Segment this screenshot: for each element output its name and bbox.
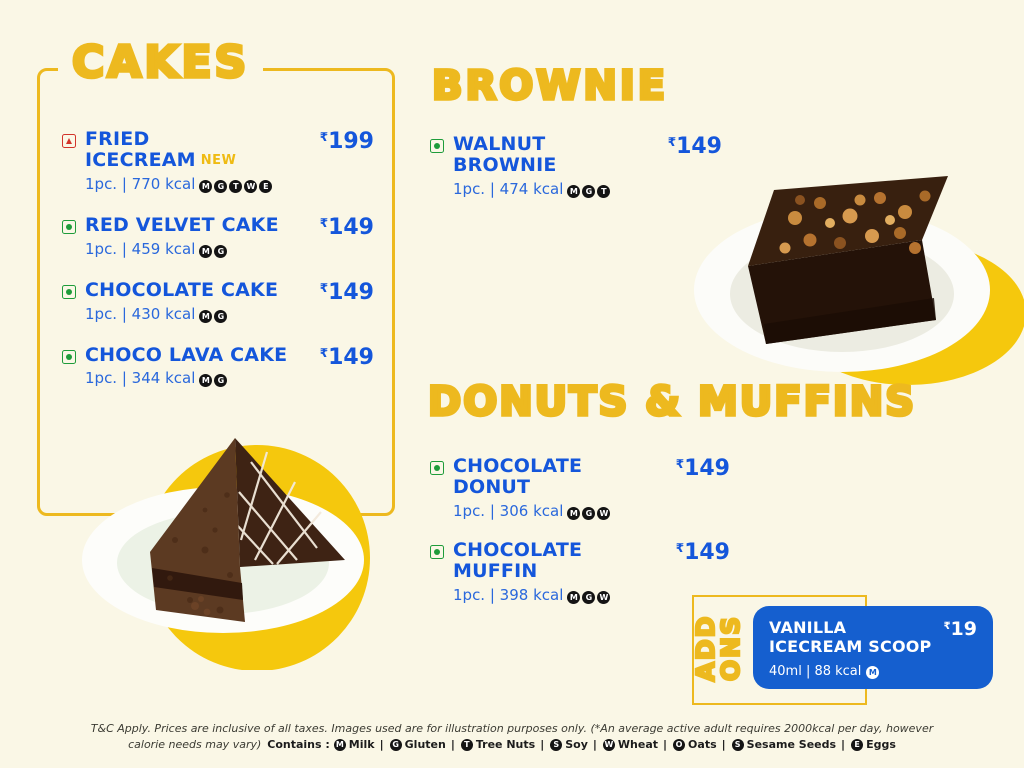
allergen-icons xyxy=(197,369,227,387)
legend-separator: | xyxy=(379,738,384,751)
menu-item-chocolate-cake[interactable] xyxy=(62,280,374,323)
milk-icon: M xyxy=(567,591,580,604)
rupee-symbol: ₹ xyxy=(319,215,329,230)
cakes-item-list xyxy=(62,129,374,387)
cakes-heading: CAKES xyxy=(58,41,263,85)
allergen-icons xyxy=(197,305,227,323)
item-info xyxy=(453,586,659,604)
item-info xyxy=(453,180,651,198)
item-body xyxy=(453,540,659,604)
milk-icon: M xyxy=(567,507,580,520)
item-name: CHOCO LAVA CAKE xyxy=(85,343,288,366)
price-value: 149 xyxy=(328,279,374,305)
legend-separator: | xyxy=(663,738,668,751)
item-body xyxy=(85,280,303,323)
eggs-icon: E xyxy=(259,180,272,193)
milk-icon: M xyxy=(567,185,580,198)
addon-card-vanilla-scoop[interactable] xyxy=(753,606,993,689)
item-info-text: 1pc. | 398 kcal xyxy=(453,585,564,604)
veg-indicator-icon xyxy=(62,350,76,364)
veg-indicator-icon xyxy=(430,545,444,559)
menu-item-fried-icecream[interactable] xyxy=(62,129,374,193)
price-value: 19 xyxy=(950,618,977,640)
soy-icon: S xyxy=(550,739,562,751)
addon-name: VANILLA ICECREAM SCOOP xyxy=(769,618,932,656)
gluten-icon: G xyxy=(390,739,402,751)
terms-text-prefix: calorie needs may vary) xyxy=(128,738,262,751)
nonveg-indicator-icon xyxy=(62,134,76,148)
milk-icon: M xyxy=(199,180,212,193)
item-info xyxy=(85,305,303,323)
tree-nuts-icon: T xyxy=(229,180,242,193)
tree-nuts-icon: T xyxy=(597,185,610,198)
addons-heading-line2: ONS xyxy=(716,614,745,682)
legend-label: Eggs xyxy=(866,738,896,751)
item-price xyxy=(676,540,730,566)
eggs-icon: E xyxy=(851,739,863,751)
new-badge: NEW xyxy=(200,152,237,168)
allergen-icons xyxy=(565,586,610,604)
menu-item-choco-lava-cake[interactable] xyxy=(62,345,374,388)
item-info-text: 1pc. | 344 kcal xyxy=(85,369,196,388)
footer xyxy=(0,722,1024,751)
item-info-text: 1pc. | 459 kcal xyxy=(85,239,196,258)
addons-heading-line1: ADD xyxy=(691,614,720,682)
wheat-icon: W xyxy=(604,740,614,749)
rupee-symbol: ₹ xyxy=(675,457,685,471)
addon-card-row xyxy=(769,618,977,656)
item-info xyxy=(85,240,303,258)
legend-label: Oats xyxy=(688,738,717,751)
item-info xyxy=(85,369,303,387)
item-info-text: 1pc. | 770 kcal xyxy=(85,174,196,193)
item-body xyxy=(453,456,659,520)
legend-label: Milk xyxy=(348,738,375,751)
item-name: WALNUT BROWNIE xyxy=(453,133,557,176)
item-info xyxy=(453,502,659,520)
gluten-icon: G xyxy=(582,591,595,604)
allergen-icons xyxy=(565,180,610,198)
legend-separator: | xyxy=(450,738,455,751)
sesame-seeds-icon: S xyxy=(732,739,744,751)
gluten-icon: G xyxy=(582,507,595,520)
milk-icon: M xyxy=(199,374,212,387)
item-body xyxy=(85,215,303,258)
brownie-heading: BROWNIE xyxy=(432,63,669,109)
item-body xyxy=(85,129,303,193)
rupee-symbol: ₹ xyxy=(319,280,329,295)
wheat-icon: W xyxy=(597,591,610,604)
terms-text-line2 xyxy=(0,738,1024,751)
allergen-icons xyxy=(565,502,610,520)
item-name-text: FRIED ICECREAM xyxy=(85,128,196,171)
gluten-icon: G xyxy=(582,185,595,198)
allergen-icons xyxy=(197,175,272,193)
menu-item-red-velvet-cake[interactable] xyxy=(62,215,374,258)
item-name: CHOCOLATE DONUT xyxy=(453,455,583,498)
item-price xyxy=(676,456,730,482)
addon-info xyxy=(769,664,879,679)
addon-info-text: 40ml | 88 kcal xyxy=(769,664,862,679)
milk-icon: M xyxy=(334,739,346,751)
legend-label: Soy xyxy=(565,738,588,751)
legend-separator: | xyxy=(841,738,846,751)
gluten-icon: G xyxy=(214,374,227,387)
item-price xyxy=(320,129,374,155)
veg-indicator-icon xyxy=(62,285,76,299)
allergen-icons xyxy=(197,240,227,258)
price-value: 149 xyxy=(328,214,374,240)
milk-icon: M xyxy=(866,666,879,679)
legend-separator: | xyxy=(592,738,597,751)
legend-separator: | xyxy=(721,738,726,751)
price-value: 149 xyxy=(684,456,730,481)
walnut-brownie-image xyxy=(690,148,1024,393)
tree-nuts-icon: T xyxy=(461,739,473,751)
item-body xyxy=(85,345,303,388)
menu-item-chocolate-donut[interactable] xyxy=(430,456,730,520)
contains-label: Contains : xyxy=(267,738,330,751)
item-info-text: 1pc. | 474 kcal xyxy=(453,179,564,198)
item-name xyxy=(85,129,303,171)
rupee-symbol: ₹ xyxy=(675,540,685,555)
donuts-muffins-heading: DONUTS & MUFFINS xyxy=(428,379,917,425)
item-name: CHOCOLATE CAKE xyxy=(85,278,279,301)
legend-label: Sesame Seeds xyxy=(746,738,837,751)
item-info xyxy=(85,175,303,193)
chocolate-cake-image xyxy=(55,400,400,670)
legend-separator: | xyxy=(540,738,545,751)
rupee-symbol: ₹ xyxy=(667,135,677,149)
price-value: 149 xyxy=(328,344,374,370)
item-info-text: 1pc. | 306 kcal xyxy=(453,501,564,520)
price-value: 149 xyxy=(684,539,730,565)
item-price xyxy=(320,215,374,241)
rupee-symbol: ₹ xyxy=(319,345,329,360)
legend-label: Gluten xyxy=(404,738,446,751)
wheat-icon: W xyxy=(597,507,610,520)
terms-text-line1: T&C Apply. Prices are inclusive of all taxes. Images used are for illustration purposes only. (*An average active adult requires 2000kcal per day, however xyxy=(90,722,934,735)
veg-indicator-icon xyxy=(62,220,76,234)
menu-item-chocolate-muffin[interactable] xyxy=(430,540,730,604)
rupee-symbol: ₹ xyxy=(943,621,951,632)
rupee-symbol: ₹ xyxy=(319,130,329,144)
gluten-icon: G xyxy=(214,310,227,323)
item-info-text: 1pc. | 430 kcal xyxy=(85,304,196,323)
wheat-icon: W xyxy=(244,180,257,193)
donuts-item-list xyxy=(430,456,730,604)
item-name: RED VELVET CAKE xyxy=(85,213,279,236)
price-value: 149 xyxy=(676,134,722,159)
item-price xyxy=(320,345,374,371)
legend-label: Wheat xyxy=(617,738,659,751)
oats-icon: O xyxy=(673,739,685,751)
milk-icon: M xyxy=(199,245,212,258)
gluten-icon: G xyxy=(214,180,227,193)
menu-item-walnut-brownie[interactable] xyxy=(430,134,722,198)
legend-label: Tree Nuts xyxy=(475,738,536,751)
gluten-icon: G xyxy=(214,245,227,258)
veg-indicator-icon xyxy=(430,139,444,153)
item-price xyxy=(320,280,374,306)
veg-indicator-icon xyxy=(430,461,444,475)
item-name: CHOCOLATE MUFFIN xyxy=(453,538,583,582)
addon-price xyxy=(944,618,977,640)
item-body xyxy=(453,134,651,198)
allergen-icons xyxy=(864,664,879,679)
price-value: 199 xyxy=(328,129,374,154)
addons-heading xyxy=(690,593,746,703)
milk-icon: M xyxy=(199,310,212,323)
allergen-legend xyxy=(333,738,896,751)
